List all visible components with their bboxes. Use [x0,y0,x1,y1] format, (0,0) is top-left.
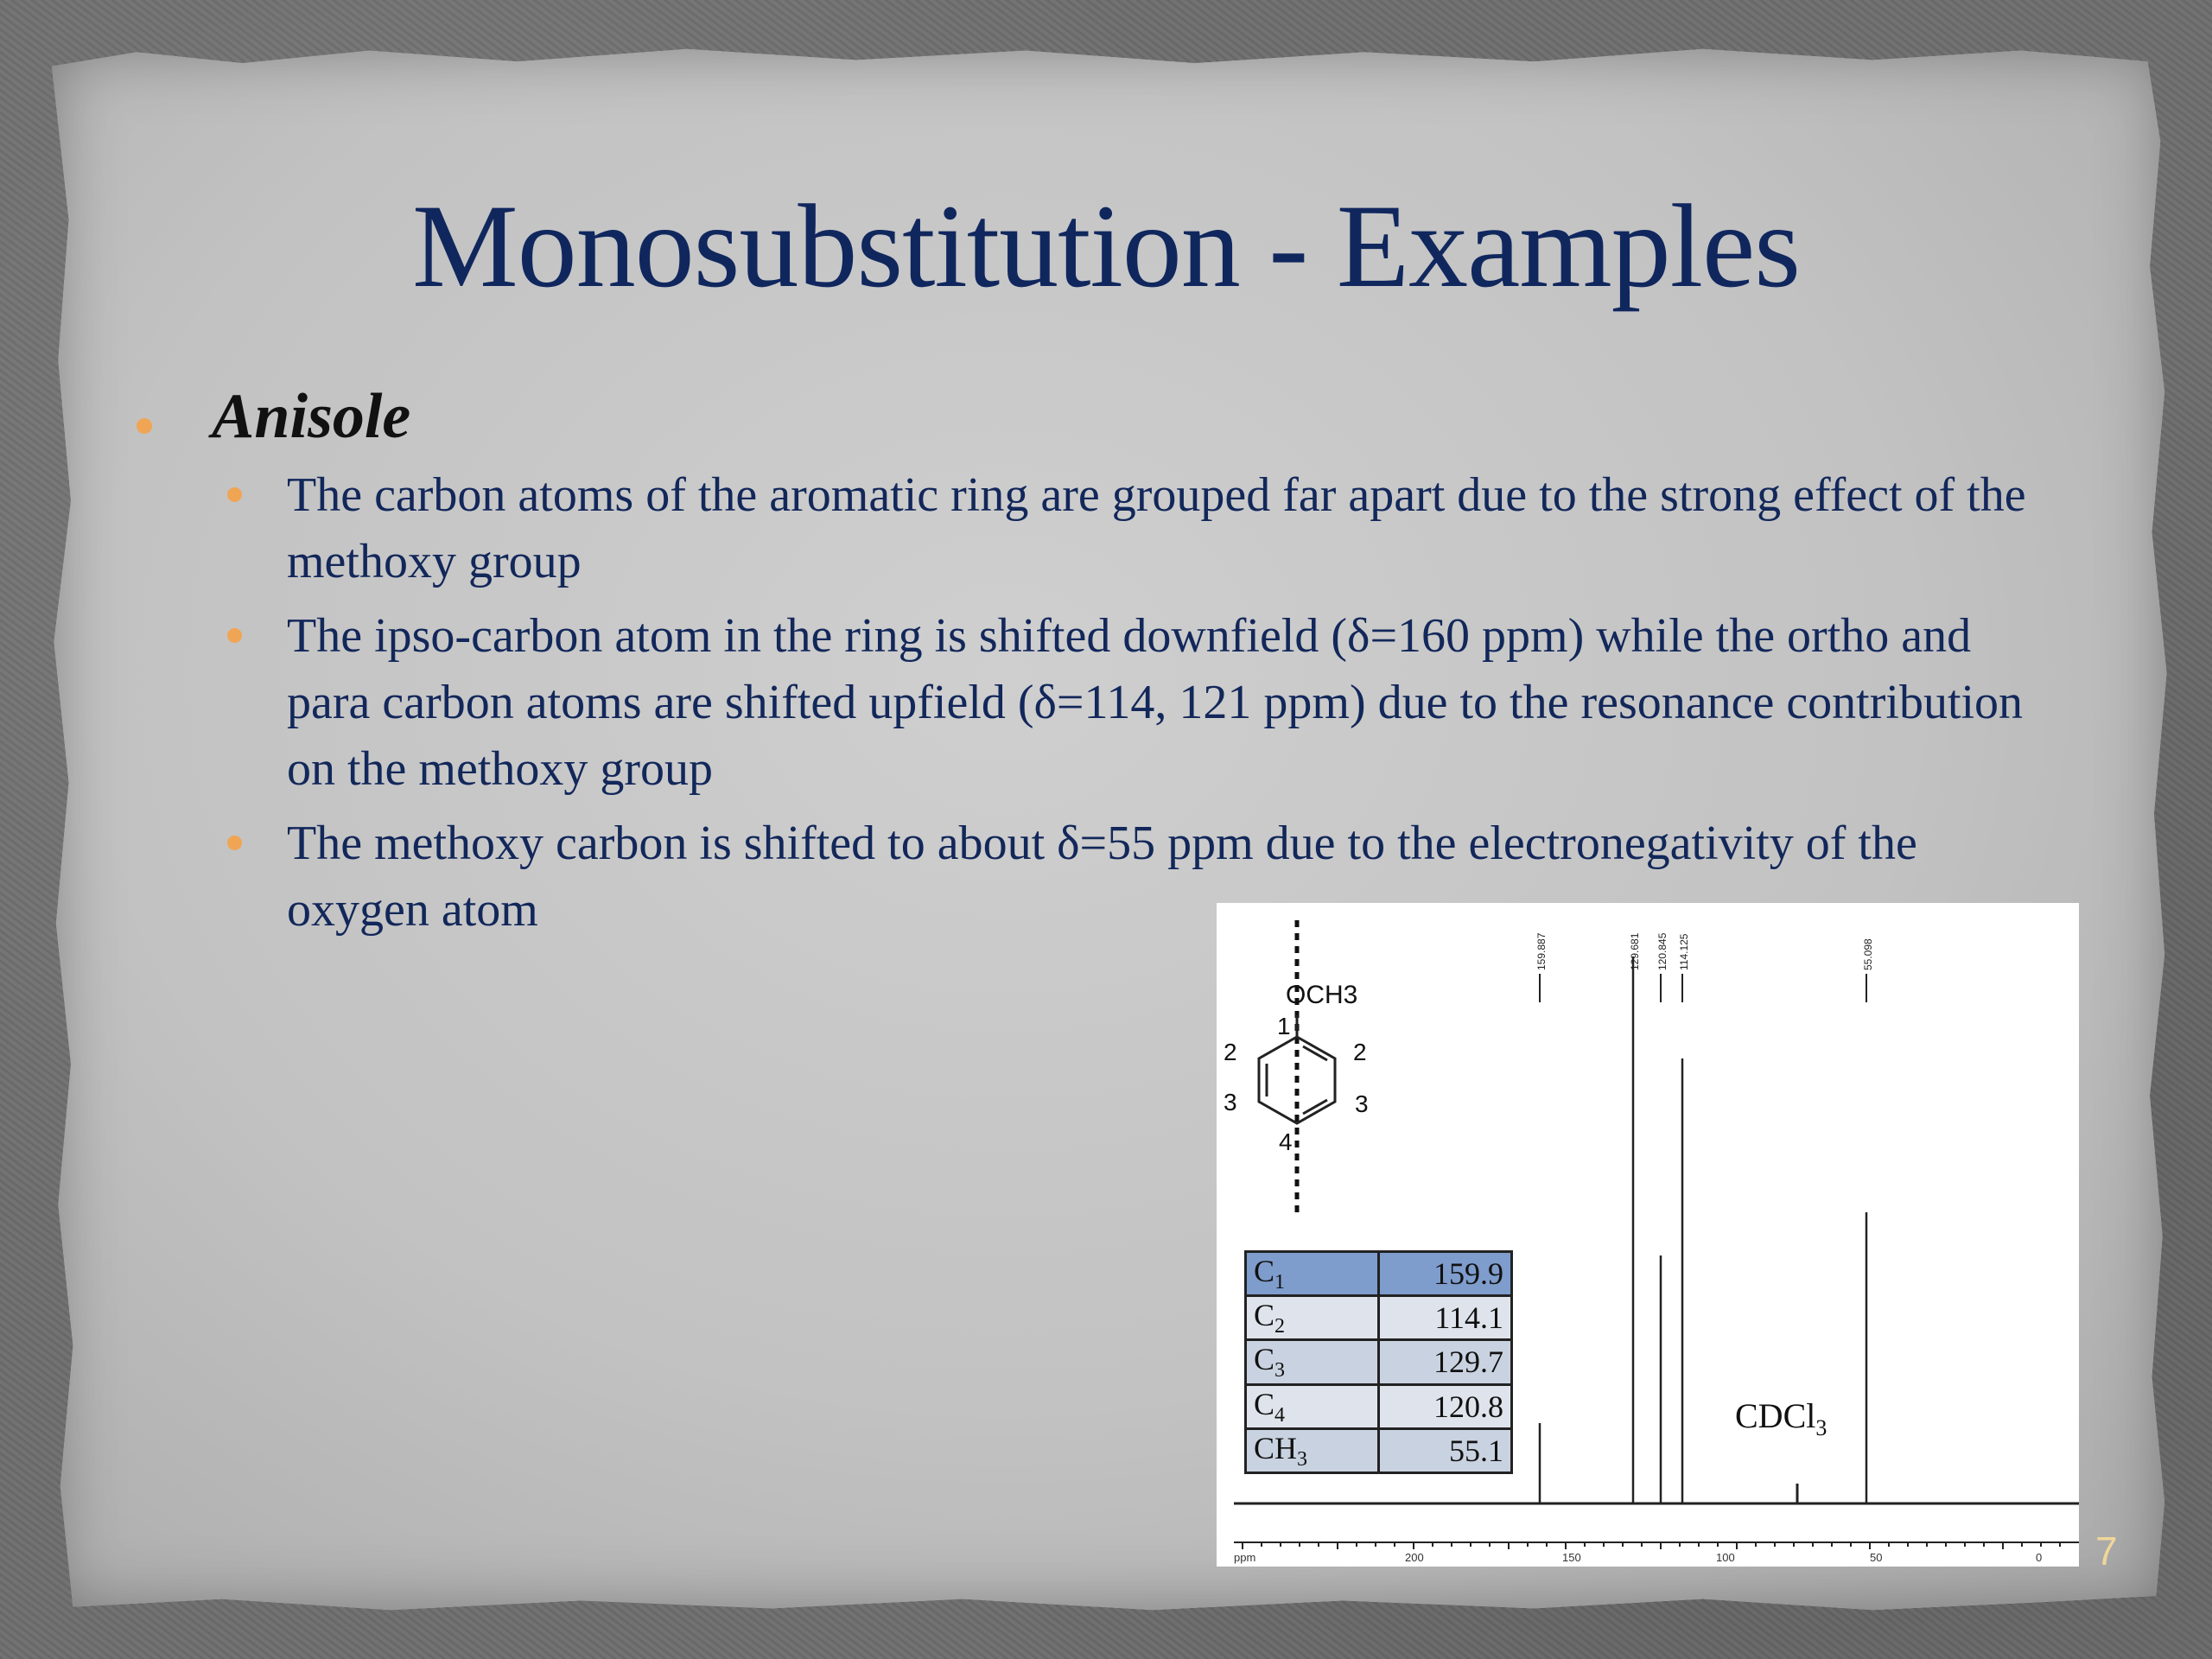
peak-label: 120.845 [1656,932,1669,970]
table-row [1246,1428,1512,1472]
bullet-dot [227,628,242,643]
position-4: 4 [1279,1128,1293,1155]
axis-unit-label: ppm [1234,1551,1256,1564]
slide-number: 7 [2095,1529,2118,1573]
table-row [1246,1296,1512,1340]
carbon-cell: $C_1$ [1246,1252,1379,1296]
shift-cell: 55.1 [1379,1428,1512,1472]
bullet-list [130,380,2031,951]
bullet-heading-text: Anisole [212,381,411,452]
carbon-cell: $C_2$ [1246,1296,1379,1340]
peak-label: 129.681 [1629,932,1641,970]
shift-cell: 159.9 [1379,1252,1512,1296]
slide-title: Monosubstitution - Examples [412,180,1800,312]
position-3-left: 3 [1224,1089,1237,1116]
table-row [1246,1252,1512,1296]
substituent-label: OCH3 [1286,981,1358,1009]
bullet-heading [130,380,2031,454]
bullet-item-text: The methoxy carbon is shifted to about δ=55 ppm due to the electronegativity of the oxygen atom [287,817,1917,937]
carbon-cell: $C_4$ [1246,1384,1379,1428]
bullet-item [130,603,2031,803]
bullet-dot [137,418,152,434]
bullet-dot [227,487,242,502]
chemical-shift-table [1244,1250,1513,1474]
axis-tick-label: 200 [1405,1551,1424,1564]
nmr-spectrum-image [1217,903,2079,1567]
bullet-item-text: The carbon atoms of the aromatic ring are grouped far apart due to the strong effect of the methoxy group [287,468,2026,588]
axis-tick-label: 150 [1562,1551,1581,1564]
table-row [1246,1340,1512,1384]
bullet-item [130,462,2031,595]
solvent-label: CDCl$_3$ [1735,1396,1827,1440]
axis-ticks [1243,1542,2060,1549]
peak-label: 159.887 [1535,932,1548,970]
peak-label: 55.098 [1862,938,1874,970]
position-1: 1 [1277,1013,1291,1039]
position-2-right: 2 [1353,1039,1367,1065]
axis-tick-label: 100 [1716,1551,1735,1564]
position-3-right: 3 [1355,1090,1369,1117]
shift-cell: 114.1 [1379,1296,1512,1340]
position-2-left: 2 [1224,1039,1237,1065]
carbon-cell: $CH_3$ [1246,1428,1379,1472]
carbon-cell: $C_3$ [1246,1340,1379,1384]
bullet-dot [227,836,242,850]
axis-tick-label: 50 [1870,1551,1883,1564]
shift-cell: 129.7 [1379,1340,1512,1384]
peak-label: 114.125 [1678,933,1690,970]
table-row [1246,1384,1512,1428]
bullet-item-text: The ipso-carbon atom in the ring is shifted downfield (δ=160 ppm) while the ortho and para carbon atoms are shifted upfield (δ=114, 121 ppm) due to the resonance contribution on the methoxy group [287,609,2024,796]
axis-tick-label: 0 [2036,1551,2043,1564]
shift-cell: 120.8 [1379,1384,1512,1428]
